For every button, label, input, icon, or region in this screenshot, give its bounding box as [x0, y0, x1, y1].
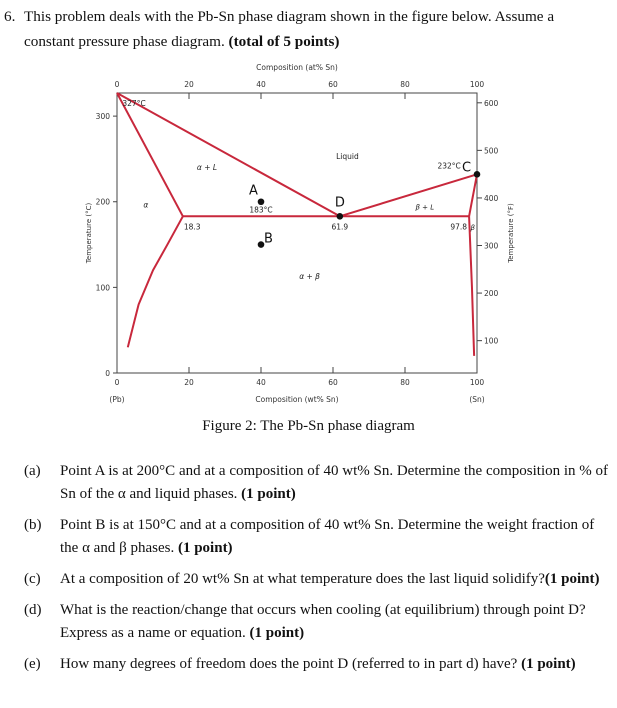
question-text: Point B is at 150°C and at a composition of 40 wt% Sn. Determine the weight fraction of the α and β phases. — [60, 517, 595, 556]
y2-tick-label: 400 — [484, 193, 499, 203]
question-list — [24, 460, 610, 684]
label-comp-18-3: 18.3 — [183, 222, 201, 232]
intro-points: (total of 5 points) — [228, 33, 340, 50]
question-e — [24, 653, 610, 676]
point-label: D — [334, 195, 345, 211]
question-text: What is the reaction/change that occurs when cooling (at equilibrium) through point D? Express as a name or equation. — [60, 602, 586, 641]
top-tick-label: 80 — [400, 80, 410, 89]
y-tick-label: 100 — [95, 283, 110, 293]
x-tick-label: 0 — [114, 378, 120, 387]
x-tick-label: 80 — [400, 378, 410, 387]
top-tick-label: 20 — [184, 80, 194, 89]
x-tick-label: 20 — [184, 378, 194, 387]
problem-number: 6. — [4, 8, 16, 25]
label-liquid: Liquid — [336, 151, 359, 161]
bottom-axis-title: Composition (wt% Sn) — [255, 395, 339, 404]
question-points: (1 point) — [544, 571, 600, 587]
point-d — [337, 213, 344, 220]
point-a — [258, 198, 265, 205]
question-label: (b) — [24, 517, 42, 533]
intro-text-1: This problem deals with the Pb-Sn phase diagram shown in the figure below. Assume a — [24, 8, 555, 25]
question-label: (c) — [24, 571, 41, 587]
question-points: (1 point) — [241, 486, 296, 502]
question-label: (a) — [24, 463, 41, 479]
top-tick-label: 40 — [256, 80, 266, 89]
left-axis-title: Temperature (°C) — [85, 202, 93, 264]
question-text: At a composition of 20 wt% Sn at what temperature does the last liquid solidify? — [60, 571, 545, 587]
y2-tick-label: 500 — [484, 146, 499, 156]
question-text: Point A is at 200°C and at a composition of 40 wt% Sn. Determine the composition in % of Sn of the α and liquid phases. — [60, 463, 609, 502]
top-tick-label: 60 — [328, 80, 338, 89]
question-label: (d) — [24, 602, 42, 618]
label-183c: 183°C — [249, 205, 273, 215]
plot-frame — [117, 93, 477, 373]
y2-tick-label: 100 — [484, 336, 499, 346]
solidus-beta-line — [469, 174, 477, 216]
x-tick-label: 100 — [469, 378, 485, 387]
point-label: B — [264, 231, 273, 247]
label-beta: β — [470, 224, 475, 233]
top-tick-label: 0 — [114, 80, 120, 89]
label-alpha-plus-l: α + L — [196, 163, 218, 173]
label-comp-97-8: 97.8 — [450, 222, 468, 232]
label-327c: 327°C — [122, 99, 146, 108]
solvus-beta-line — [469, 216, 474, 356]
question-a — [24, 460, 610, 506]
question-c — [24, 568, 610, 591]
question-b — [24, 514, 610, 560]
label-beta-plus-l: β + L — [415, 203, 435, 212]
y2-tick-label: 600 — [484, 98, 499, 108]
point-label: A — [249, 183, 258, 199]
pb-label: (Pb) — [109, 395, 125, 404]
y-tick-label: 200 — [95, 197, 110, 207]
label-alpha-plus-beta: α + β — [299, 271, 320, 281]
liquidus-beta-line — [340, 174, 477, 216]
point-label: C — [462, 160, 472, 176]
question-points: (1 point) — [177, 540, 233, 556]
y-tick-label: 300 — [95, 112, 110, 122]
y2-tick-label: 300 — [484, 241, 499, 251]
figure-caption: Figure 2: The Pb-Sn phase diagram — [202, 418, 415, 434]
question-text: How many degrees of freedom does the point D (referred to in part d) have? — [60, 656, 518, 672]
question-points: (1 point) — [521, 656, 576, 672]
y-tick-label: 0 — [105, 369, 110, 378]
sn-label: (Sn) — [469, 395, 485, 404]
top-tick-label: 100 — [469, 80, 485, 89]
point-c — [474, 171, 481, 178]
x-tick-label: 40 — [256, 378, 266, 387]
y2-tick-label: 200 — [484, 289, 499, 299]
question-label: (e) — [24, 656, 41, 672]
label-comp-61-9: 61.9 — [331, 222, 349, 232]
x-tick-label: 60 — [328, 378, 338, 387]
question-d — [24, 599, 610, 645]
top-axis-title: Composition (at% Sn) — [256, 63, 338, 72]
solvus-alpha-line — [128, 216, 183, 347]
intro-text-2: constant pressure phase diagram. — [24, 33, 225, 50]
label-232c: 232°C — [437, 161, 461, 171]
label-alpha: α — [143, 200, 149, 210]
right-axis-title: Temperature (°F) — [507, 203, 515, 263]
question-points: (1 point) — [249, 625, 305, 641]
